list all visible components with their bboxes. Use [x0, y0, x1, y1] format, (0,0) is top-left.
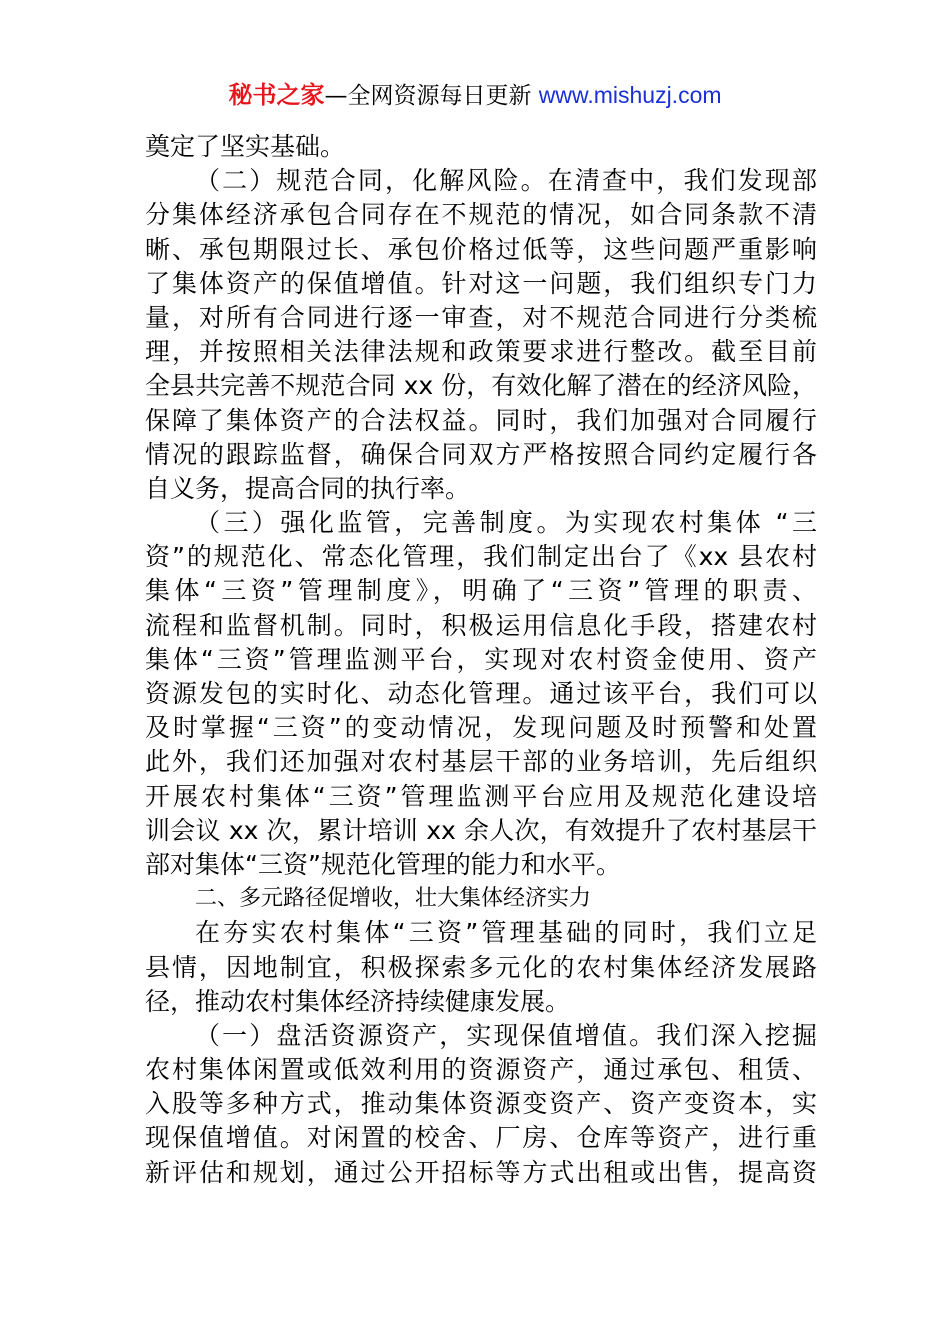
- text-line: 及时掌握“三资”的变动情况，发现问题及时预警和处置: [145, 713, 817, 743]
- text-line: 分集体经济承包合同存在不规范的情况，如合同条款不清: [145, 200, 817, 230]
- text-line: 了集体资产的保值增值。针对这一问题，我们组织专门力: [145, 268, 817, 298]
- text-line: 奠定了坚实基础。: [145, 132, 346, 161]
- text-line: 农村集体闲置或低效利用的资源资产，通过承包、租赁、: [145, 1055, 817, 1085]
- text-line: 集体“三资”管理制度》，明确了“三资”管理的职责、: [145, 576, 817, 606]
- text-line: （三）强化监管，完善制度。为实现农村集体 “三: [195, 508, 817, 538]
- text-line: 资源发包的实时化、动态化管理。通过该平台，我们可以: [145, 679, 817, 708]
- text-line: 量，对所有合同进行逐一审查，对不规范合同进行分类梳: [145, 302, 817, 332]
- text-line: 全县共完善不规范合同 xx 份，有效化解了潜在的经济风险，: [145, 371, 817, 401]
- text-line: 集体“三资”管理监测平台，实现对农村资金使用、资产: [145, 644, 817, 674]
- text-line: 保障了集体资产的合法权益。同时，我们加强对合同履行: [145, 405, 817, 435]
- section-heading: 二、多元路径促增收，壮大集体经济实力: [195, 886, 592, 912]
- text-line: 新评估和规划，通过公开招标等方式出租或出售，提高资: [145, 1157, 817, 1187]
- text-line: 自义务，提高合同的执行率。: [145, 473, 471, 503]
- text-line: 入股等多种方式，推动集体资源变资产、资产变资本，实: [145, 1089, 817, 1119]
- text-line: 径，推动农村集体经济持续健康发展。: [145, 986, 571, 1016]
- text-line: （二）规范合同，化解风险。在清查中，我们发现部: [195, 166, 817, 196]
- text-line: 理，并按照相关法律法规和政策要求进行整改。截至目前: [145, 337, 817, 367]
- site-url[interactable]: www.mishuzj.com: [538, 82, 722, 108]
- text-line: 开展农村集体“三资”管理监测平台应用及规范化建设培: [145, 781, 817, 811]
- text-line: 现保值增值。对闲置的校舍、厂房、仓库等资产，进行重: [145, 1123, 817, 1153]
- text-line: 部对集体“三资”规范化管理的能力和水平。: [145, 849, 621, 879]
- text-line: 情况的跟踪监督，确保合同双方严格按照合同约定履行各: [145, 439, 817, 469]
- site-header: [0, 80, 950, 111]
- text-line: 流程和监督机制。同时，积极运用信息化手段，搭建农村: [145, 610, 817, 640]
- brand-name: 秘书之家: [228, 81, 325, 109]
- text-line: 县情，因地制宜，积极探索多元化的农村集体经济发展路: [145, 952, 817, 982]
- text-line: （一）盘活资源资产，实现保值增值。我们深入挖掘: [195, 1020, 817, 1050]
- text-line: 晰、承包期限过长、承包价格过低等，这些问题严重影响: [145, 234, 817, 264]
- text-line: 训会议 xx 次，累计培训 xx 余人次，有效提升了农村基层干: [145, 815, 817, 845]
- text-line: 在夯实农村集体“三资”管理基础的同时，我们立足: [195, 918, 817, 948]
- site-slogan: —全网资源每日更新: [324, 83, 539, 109]
- text-line: 资”的规范化、常态化管理，我们制定出台了《xx 县农村: [145, 542, 817, 572]
- document-body: [145, 130, 817, 1190]
- text-line: 此外，我们还加强对农村基层干部的业务培训，先后组织: [145, 747, 817, 777]
